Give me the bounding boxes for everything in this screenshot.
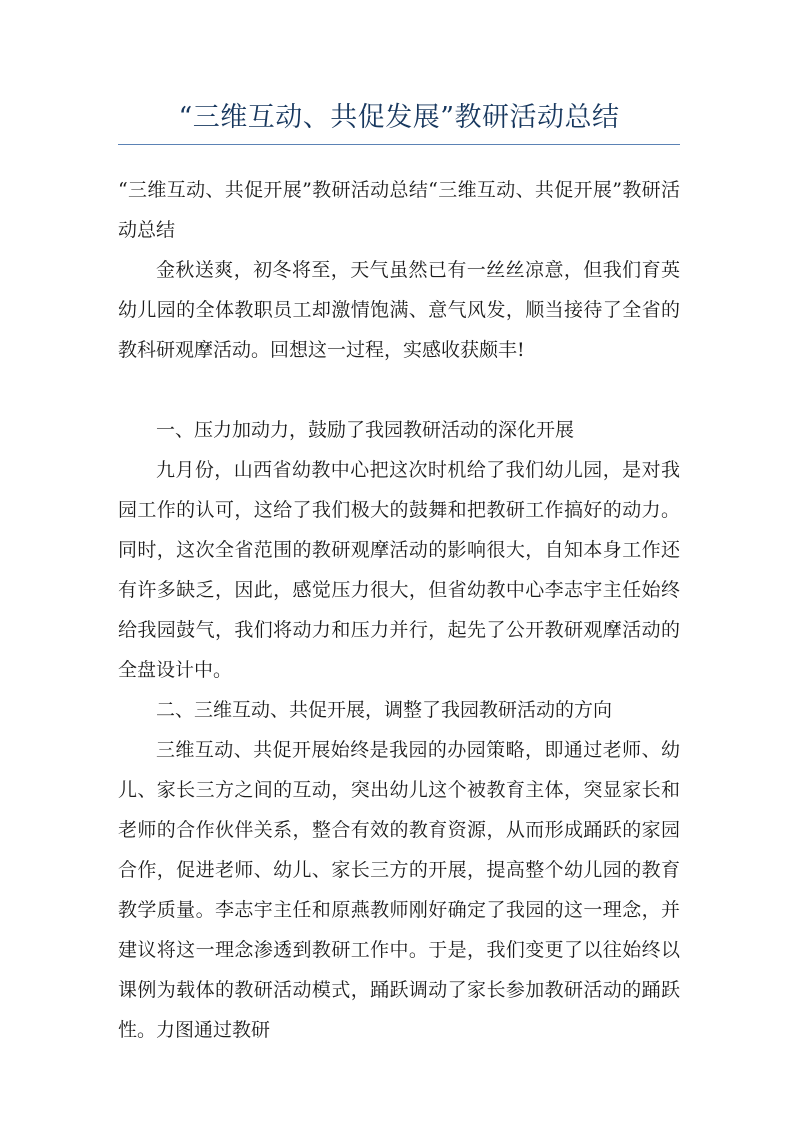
document-body — [118, 170, 680, 1050]
section-paragraph-1: 九月份，山西省幼教中心把这次时机给了我们幼儿园，是对我园工作的认可，这给了我们极大的鼓舞和把教研工作搞好的动力。同时，这次全省范围的教研观摩活动的影响很大，自知本身工作还有许多缺乏，因此，感觉压力很大，但省幼教中心李志宇主任始终给我园鼓气，我们将动力和压力并行，起先了公开教研观摩活动的全盘设计中。 — [118, 459, 680, 681]
section-heading-1: 一、压力加动力，鼓励了我园教研活动的深化开展 — [156, 419, 575, 441]
section-paragraph-2: 三维互动、共促开展始终是我园的办园策略，即通过老师、幼儿、家长三方之间的互动，突出幼儿这个被教育主体，突显家长和老师的合作伙伴关系，整合有效的教育资源，从而形成踊跃的家园合作，促进老师、幼儿、家长三方的开展，提高整个幼儿园的教育教学质量。李志宇主任和原燕教师刚好确定了我园的这一理念，并建议将这一理念渗透到教研工作中。于是，我们变更了以往始终以课例为载体的教研活动模式，踊跃调动了家长参加教研活动的踊跃性。力图通过教研 — [118, 739, 680, 1041]
document-title: “三维互动、共促发展”教研活动总结 — [178, 102, 620, 133]
blank-line — [118, 370, 680, 410]
title-divider — [118, 144, 680, 145]
section-heading-2: 二、三维互动、共促开展，调整了我园教研活动的方向 — [156, 699, 613, 721]
opening-paragraph: 金秋送爽，初冬将至，天气虽然已有一丝丝凉意，但我们育英幼儿园的全体教职员工却激情饱满、意气风发，顺当接待了全省的教科研观摩活动。回想这一过程，实感收获颇丰! — [118, 259, 680, 361]
intro-paragraph: “三维互动、共促开展”教研活动总结“三维互动、共促开展”教研活动总结 — [118, 179, 680, 241]
